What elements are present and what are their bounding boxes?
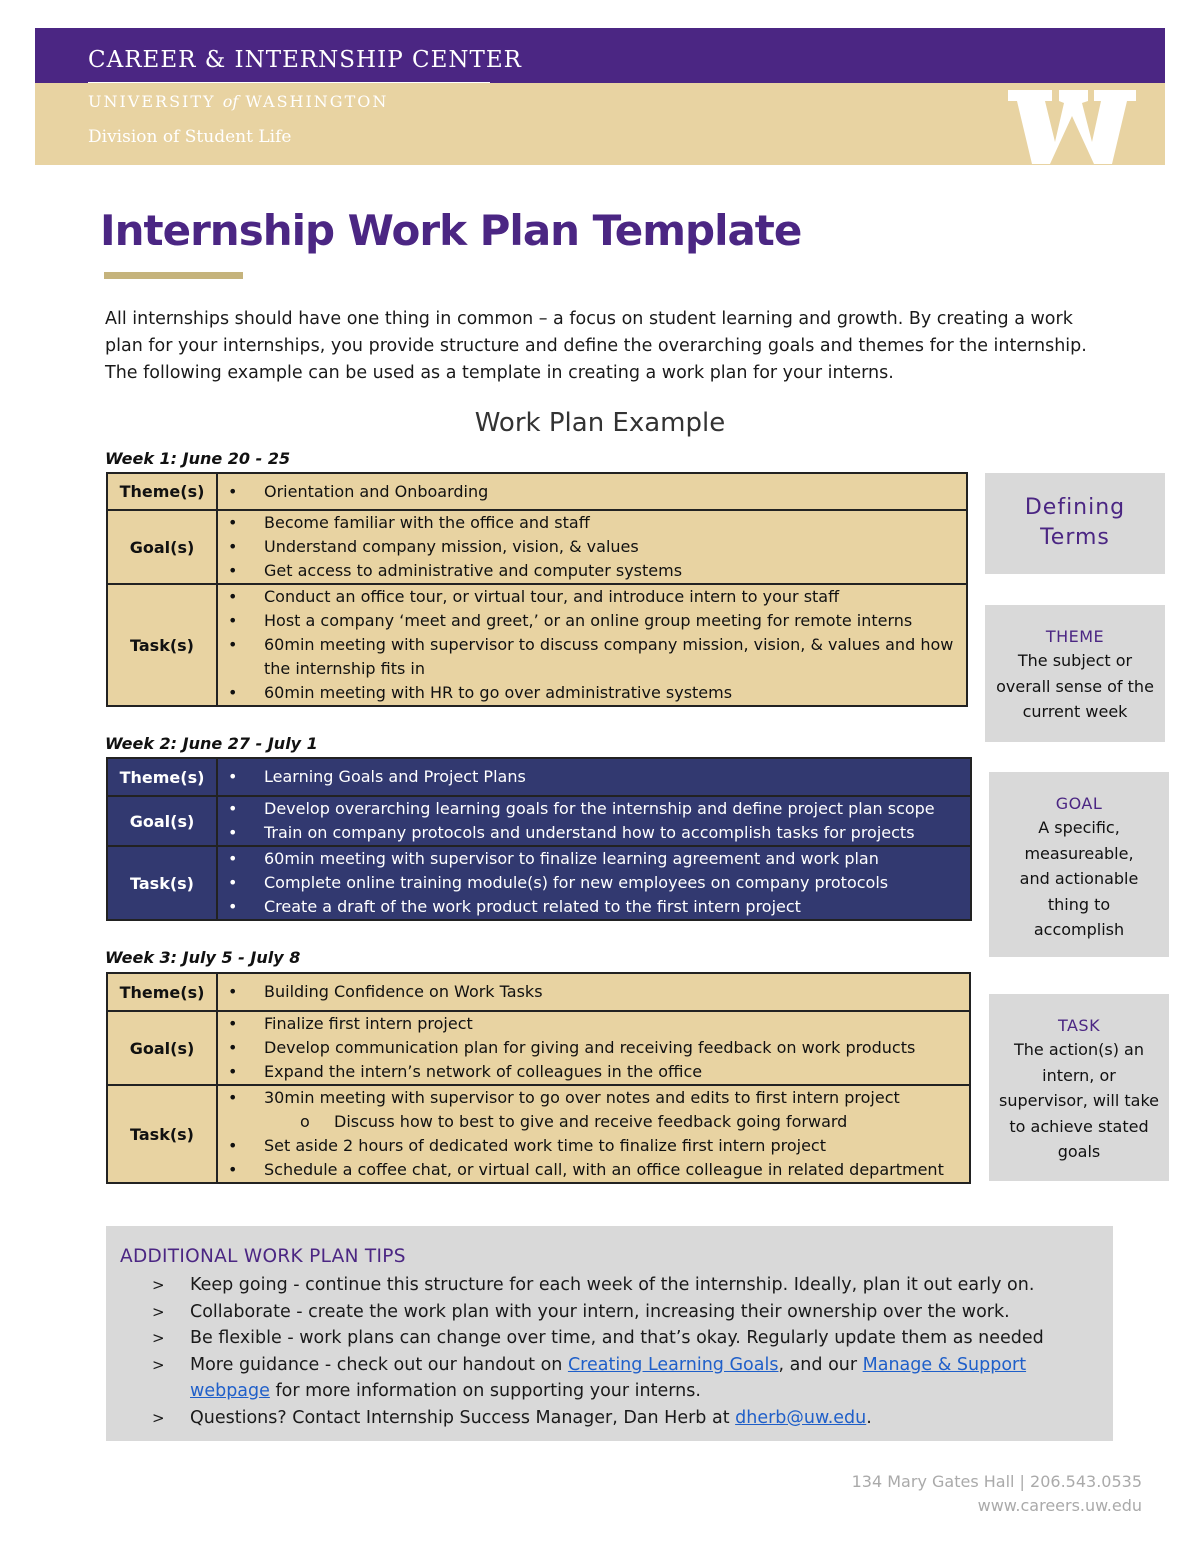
list-item: > Collaborate - create the work plan with your intern, increasing their ownership over the work.	[152, 1299, 1102, 1326]
title-underline	[104, 272, 243, 279]
list-item: • Become familiar with the office and staff	[218, 511, 966, 535]
footer-address: 134 Mary Gates Hall | 206.543.0535	[851, 1472, 1142, 1491]
list-item: • Develop communication plan for giving and receiving feedback on work products	[218, 1036, 969, 1060]
manage-support-webpage-link[interactable]: Manage & Support webpage	[190, 1354, 1027, 1401]
theme-cell	[217, 973, 970, 1011]
theme-cell	[217, 473, 967, 510]
list-item: • Complete online training module(s) for new employees on company protocols	[218, 871, 970, 895]
list-item: • 60min meeting with supervisor to finalize learning agreement and work plan	[218, 847, 970, 871]
week-3-label: Week 3: July 5 - July 8	[105, 948, 301, 967]
task-definition: The action(s) an intern, or supervisor, will take to achieve stated goals	[999, 1040, 1159, 1161]
list-item: • Building Confidence on Work Tasks	[218, 980, 969, 1004]
header-title: CAREER & INTERNSHIP CENTER	[88, 47, 522, 73]
goal-row	[107, 1011, 970, 1085]
email-link[interactable]: dherb@uw.edu	[735, 1407, 867, 1428]
list-item: • 60min meeting with HR to go over administrative systems	[218, 681, 966, 705]
theme-row	[107, 473, 967, 510]
header-divider	[88, 82, 490, 83]
list-item: • Schedule a coffee chat, or virtual call, with an office colleague in related department	[218, 1158, 969, 1182]
theme-label: Theme(s)	[107, 473, 217, 510]
task-label: Task(s)	[107, 1085, 217, 1183]
theme-label: Theme(s)	[107, 973, 217, 1011]
list-item: • Develop overarching learning goals for the internship and define project plan scope	[218, 797, 970, 821]
goal-definition-box	[989, 772, 1169, 957]
goal-label: Goal(s)	[107, 1011, 217, 1085]
goal-cell	[217, 796, 971, 846]
theme-term: THEME	[1045, 627, 1105, 646]
goal-cell	[217, 1011, 970, 1085]
goal-label: Goal(s)	[107, 510, 217, 584]
division-name: Division of Student Life	[88, 127, 292, 147]
list-item: • Conduct an office tour, or virtual tour, and introduce intern to your staff	[218, 585, 966, 609]
intro-paragraph: All internships should have one thing in common – a focus on student learning and growth. By creating a work plan for your internships, you provide structure and define the overarching goals and themes for the internship. The following example can be used as a template in creating a work plan for your interns.	[105, 309, 1087, 383]
theme-row	[107, 758, 971, 796]
list-item: • Create a draft of the work product related to the first intern project	[218, 895, 970, 919]
list-item: > Keep going - continue this structure for each week of the internship. Ideally, plan it out early on.	[152, 1272, 1102, 1299]
list-item: > More guidance - check out our handout on Creating Learning Goals, and our Manage & Support webpage for more information on supporting your interns.	[152, 1352, 1102, 1405]
task-label: Task(s)	[107, 846, 217, 920]
goal-term: GOAL	[1055, 794, 1103, 813]
uw-w-logo-icon	[1008, 90, 1136, 164]
week-2-label: Week 2: June 27 - July 1	[105, 734, 318, 753]
theme-row	[107, 973, 970, 1011]
list-item: • Orientation and Onboarding	[218, 480, 966, 504]
goal-row	[107, 796, 971, 846]
tips-title: ADDITIONAL WORK PLAN TIPS	[120, 1246, 406, 1267]
list-item: • 30min meeting with supervisor to go over notes and edits to first intern project	[218, 1086, 969, 1110]
list-item: • Finalize first intern project	[218, 1012, 969, 1036]
theme-cell	[217, 758, 971, 796]
list-item: • Get access to administrative and computer systems	[218, 559, 966, 583]
list-item: • Learning Goals and Project Plans	[218, 765, 970, 789]
tips-list	[152, 1272, 1102, 1431]
section-title: Work Plan Example	[474, 408, 726, 438]
task-label: Task(s)	[107, 584, 217, 706]
list-item: > Be flexible - work plans can change over time, and that’s okay. Regularly update them as needed	[152, 1325, 1102, 1352]
list-item: • Host a company ‘meet and greet,’ or an online group meeting for remote interns	[218, 609, 966, 633]
goal-label: Goal(s)	[107, 796, 217, 846]
list-item: • Set aside 2 hours of dedicated work time to finalize first intern project	[218, 1134, 969, 1158]
list-item: • Train on company protocols and understand how to accomplish tasks for projects	[218, 821, 970, 845]
week-1-label: Week 1: June 20 - 25	[105, 449, 291, 468]
university-name: UNIVERSITY of WASHINGTON	[88, 92, 389, 111]
list-item: • 60min meeting with supervisor to discuss company mission, vision, & values and how the internship fits in	[218, 633, 966, 681]
theme-definition-box	[985, 605, 1165, 742]
task-row	[107, 846, 971, 920]
list-item: • Understand company mission, vision, & values	[218, 535, 966, 559]
task-cell	[217, 1085, 970, 1183]
task-row	[107, 584, 967, 706]
goal-cell	[217, 510, 967, 584]
page-title: Internship Work Plan Template	[100, 206, 802, 255]
week-3-table	[106, 972, 971, 1184]
week-1-table	[106, 472, 968, 707]
theme-definition: The subject or overall sense of the current week	[996, 651, 1154, 721]
list-item: > Questions? Contact Internship Success Manager, Dan Herb at dherb@uw.edu.	[152, 1405, 1102, 1432]
week-2-table	[106, 757, 972, 921]
creating-learning-goals-link[interactable]: Creating Learning Goals	[567, 1354, 779, 1375]
footer-website: www.careers.uw.edu	[977, 1496, 1142, 1515]
task-cell	[217, 584, 967, 706]
theme-label: Theme(s)	[107, 758, 217, 796]
task-cell	[217, 846, 971, 920]
defining-terms-heading: Defining Terms	[1024, 495, 1126, 550]
goal-definition: A specific, measureable, and actionable thing to accomplish	[1019, 818, 1139, 939]
list-item: • Expand the intern’s network of colleagues in the office	[218, 1060, 969, 1084]
defining-terms-box	[985, 473, 1165, 574]
task-term: TASK	[1057, 1016, 1101, 1035]
task-row	[107, 1085, 970, 1183]
list-item: o Discuss how to best to give and receive feedback going forward	[218, 1110, 969, 1134]
task-definition-box	[989, 994, 1169, 1181]
goal-row	[107, 510, 967, 584]
